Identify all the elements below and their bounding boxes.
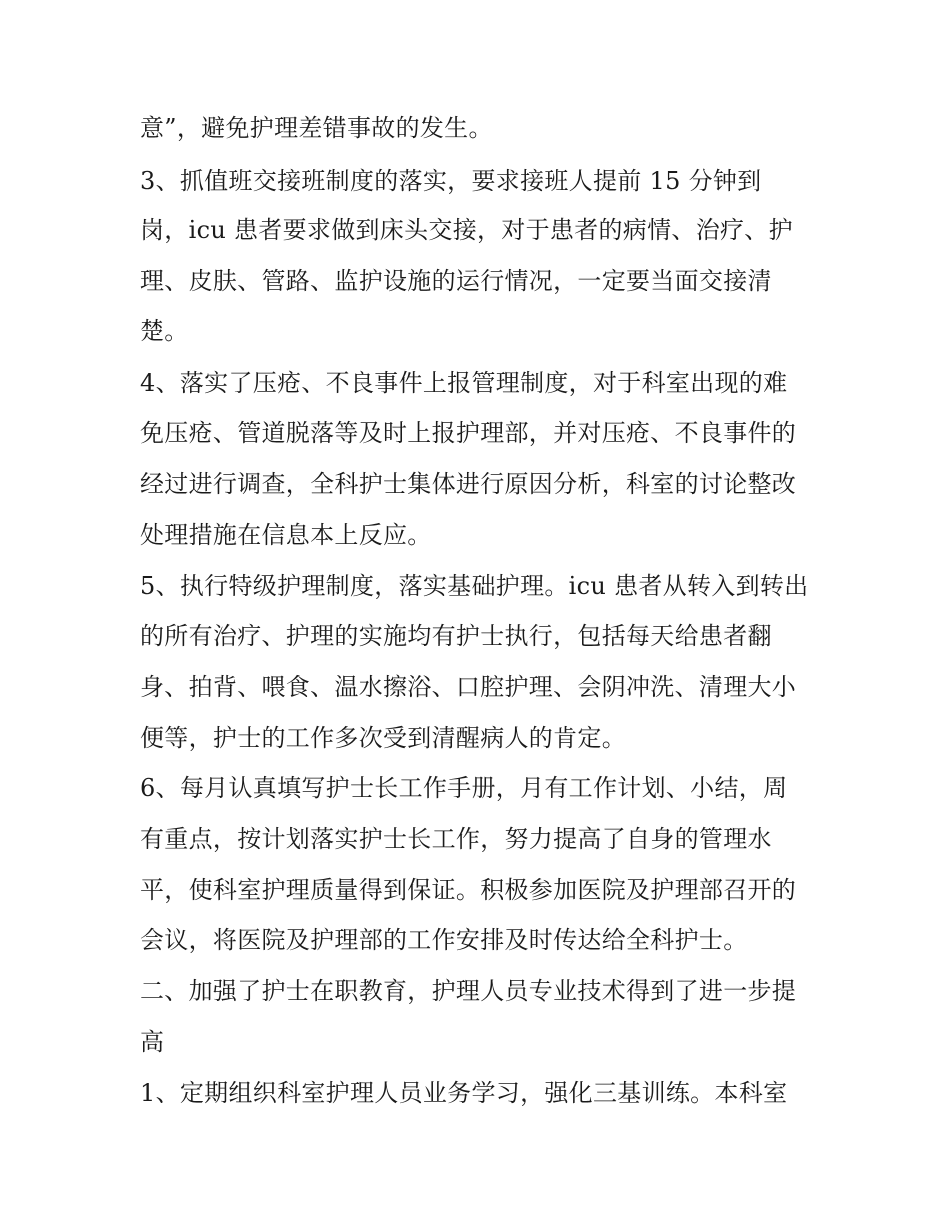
text-line: 经过进行调查，全科护士集体进行原因分析，科室的讨论整改 — [140, 470, 797, 498]
text-line: 便等，护士的工作多次受到清醒病人的肯定。 — [140, 724, 626, 752]
text-line: 4、落实了压疮、不良事件上报管理制度，对于科室出现的难 — [140, 369, 788, 397]
text-line: 高 — [140, 1028, 165, 1056]
text-line: 1、定期组织科室护理人员业务学习，强化三基训练。本科室 — [140, 1079, 788, 1107]
text-line: 的所有治疗、护理的实施均有护士执行，包括每天给患者翻 — [140, 622, 772, 650]
text-line: 楚。 — [140, 317, 189, 345]
text-line: 免压疮、管道脱落等及时上报护理部，并对压疮、不良事件的 — [140, 419, 797, 447]
text-line: 处理措施在信息本上反应。 — [140, 521, 432, 549]
text-line: 有重点，按计划落实护士长工作，努力提高了自身的管理水 — [140, 825, 772, 853]
text-line: 6、每月认真填写护士长工作手册，月有工作计划、小结，周 — [140, 774, 788, 802]
text-line: 岗，icu 患者要求做到床头交接，对于患者的病情、治疗、护 — [140, 216, 793, 244]
text-line: 5、执行特级护理制度，落实基础护理。icu 患者从转入到转出 — [140, 572, 809, 600]
text-line: 二、加强了护士在职教育，护理人员专业技术得到了进一步提 — [140, 977, 797, 1005]
text-line: 意”，避免护理差错事故的发生。 — [140, 114, 493, 142]
text-line: 会议，将医院及护理部的工作安排及时传达给全科护士。 — [140, 926, 748, 954]
text-line: 平，使科室护理质量得到保证。积极参加医院及护理部召开的 — [140, 876, 797, 904]
text-line: 身、拍背、喂食、温水擦浴、口腔护理、会阴冲洗、清理大小 — [140, 673, 797, 701]
text-line: 理、皮肤、管路、监护设施的运行情况，一定要当面交接清 — [140, 267, 772, 295]
text-line: 3、抓值班交接班制度的落实，要求接班人提前 15 分钟到 — [140, 167, 762, 195]
